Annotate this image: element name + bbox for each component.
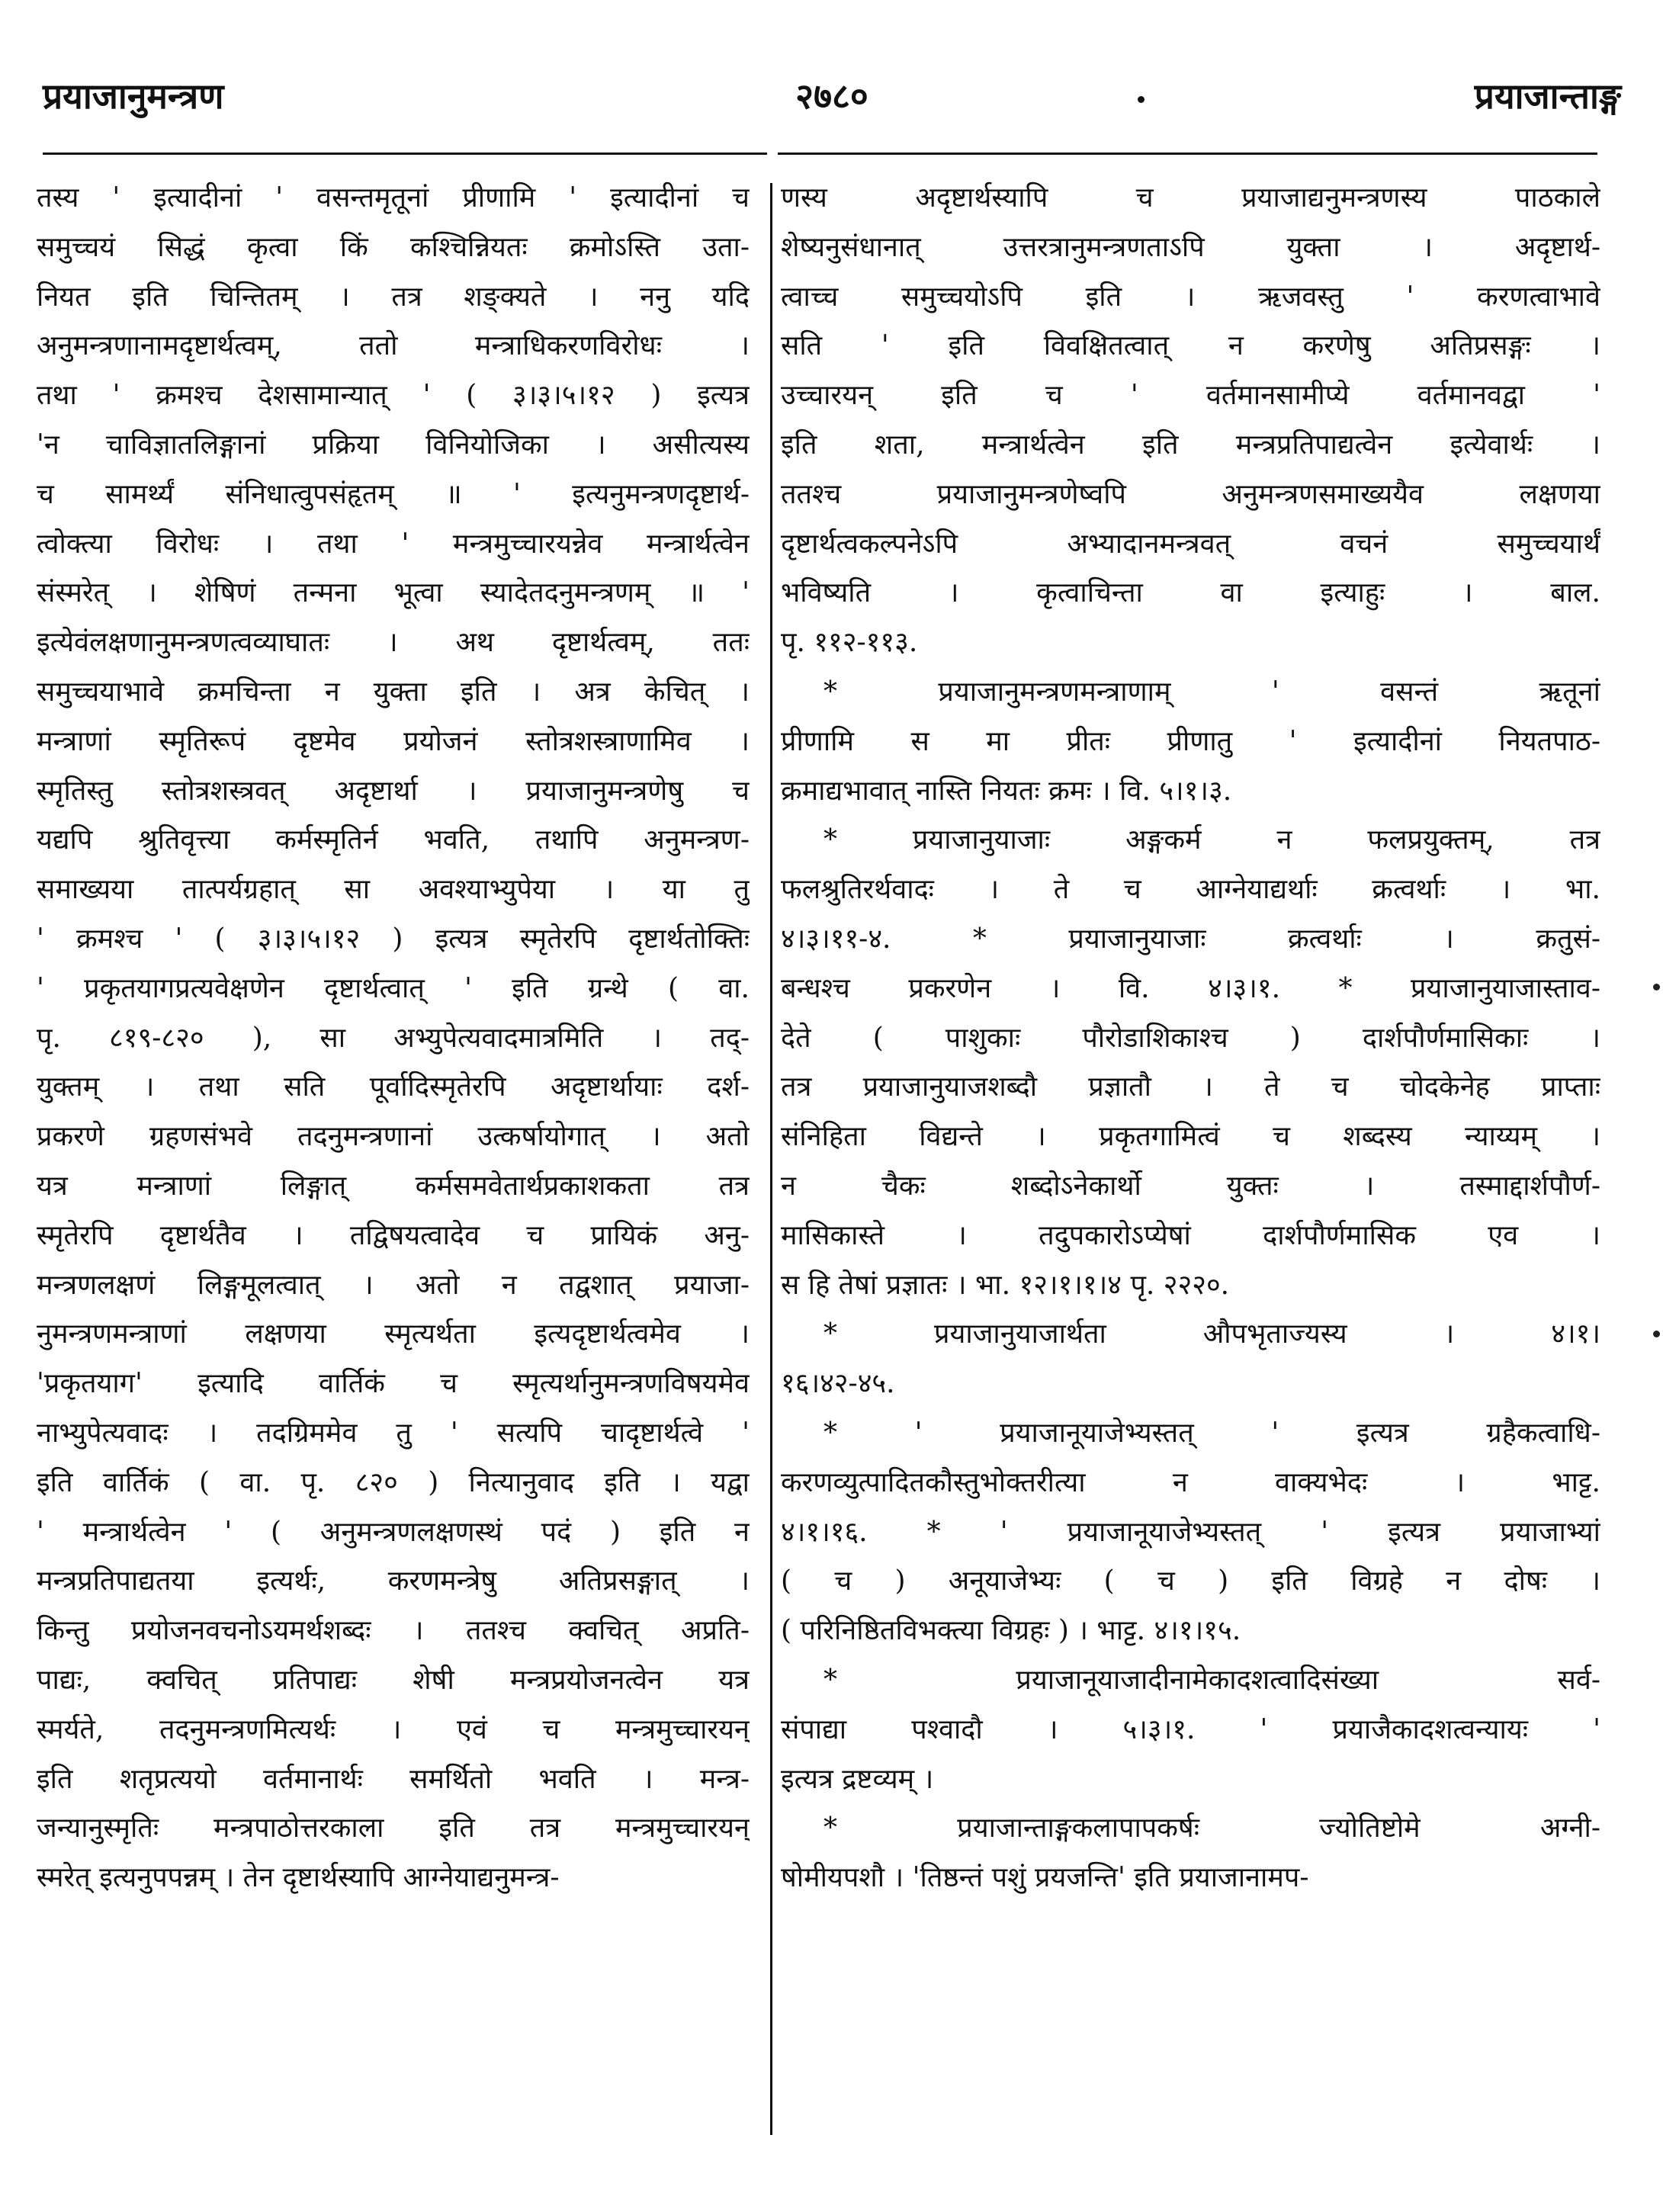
text-line: इति वार्तिकं ( वा. पृ. ८२० ) नित्यानुवाद इति । यद्वा <box>37 1466 750 1498</box>
text-line: नुमन्त्रणमन्त्राणां लक्षणया स्मृत्यर्थता इत्यदृष्टार्थत्वमेव । <box>37 1318 750 1350</box>
margin-mark <box>1653 1331 1660 1337</box>
text-line: * प्रयाजानुयाजार्थता औपभृताज्यस्य । ४।१। <box>823 1318 1600 1350</box>
text-line: यद्यपि श्रुतिवृत्त्या कर्मस्मृतिर्न भवति, तथापि अनुमन्त्रण- <box>37 824 750 856</box>
text-line: अनुमन्त्रणानामदृष्टार्थत्वम्, ततो मन्त्राधिकरणविरोधः । <box>37 330 750 362</box>
text-line: मासिकास्ते । तदुपकारोऽप्येषां दार्शपौर्णमासिक एव । <box>781 1219 1600 1251</box>
text-line: दृष्टार्थत्वकल्पनेऽपि अभ्यादानमन्त्रवत् वचनं समुच्चयार्थं <box>781 528 1600 560</box>
text-line: पाद्यः, क्वचित् प्रतिपाद्यः शेषी मन्त्रप्रयोजनत्वेन यत्र <box>37 1664 750 1696</box>
text-line: क्रमाद्यभावात् नास्ति नियतः क्रमः । वि. ५।१।३. <box>781 775 1232 807</box>
text-line: * प्रयाजान्ताङ्गकलापापकर्षः ज्योतिष्टोमे अग्नी- <box>823 1812 1600 1844</box>
text-line: बन्धश्च प्रकरणेन । वि. ४।३।१. * प्रयाजानुयाजास्ताव- <box>781 972 1600 1004</box>
text-line: * प्रयाजानुमन्त्रणमन्त्राणाम् ' वसन्तं ऋतूनां <box>823 676 1600 708</box>
text-line: करणव्युत्पादितकौस्तुभोक्तरीत्या न वाक्यभेदः । भाट्ट. <box>781 1466 1600 1498</box>
text-line: * ' प्रयाजानूयाजेभ्यस्तत् ' इत्यत्र ग्रहैकत्वाधि- <box>823 1417 1600 1449</box>
text-line: भविष्यति । कृत्वाचिन्ता वा इत्याहुः । बाल. <box>781 577 1600 609</box>
text-line: इति शता, मन्त्रार्थत्वेन इति मन्त्रप्रतिपाद्यत्वेन इत्येवार्थः । <box>781 429 1600 461</box>
right-column <box>781 174 1600 2172</box>
text-line: प्रीणामि स मा प्रीतः प्रीणातु ' इत्यादीनां नियतपाठ- <box>781 725 1600 757</box>
text-line: युक्तम् । तथा सति पूर्वादिस्मृतेरपि अदृष्टार्थायाः दर्श- <box>37 1071 750 1103</box>
page-header <box>43 73 1621 142</box>
text-line: इत्यत्र द्रष्टव्यम् । <box>781 1763 934 1795</box>
text-line: स्मृतेरपि दृष्टार्थतैव । तद्विषयत्वादेव च प्रायिकं अनु- <box>37 1219 750 1251</box>
text-line: समुच्चयाभावे क्रमचिन्ता न युक्ता इति । अत्र केचित् । <box>37 676 750 708</box>
text-line: नाभ्युपेत्यवादः । तदग्रिममेव तु ' सत्यपि चादृष्टार्थत्वे ' <box>37 1417 750 1449</box>
text-line: स्मृतिस्तु स्तोत्रशस्त्रवत् अदृष्टार्था । प्रयाजानुमन्त्रणेषु च <box>37 775 750 807</box>
text-line: देते ( पाशुकाः पौरोडाशिकाश्च ) दार्शपौर्णमासिकाः । <box>781 1022 1600 1054</box>
text-line: 'न चाविज्ञातलिङ्गानां प्रक्रिया विनियोजिका । असीत्यस्य <box>37 429 750 461</box>
text-line: संपाद्या पश्वादौ । ५।३।१. ' प्रयाजैकादशत्वन्यायः ' <box>781 1713 1600 1745</box>
text-line: षोमीयपशौ । 'तिष्ठन्तं पशुं प्रयजन्ति' इति प्रयाजानामप- <box>781 1862 1309 1894</box>
text-line: मन्त्रणलक्षणं लिङ्गमूलत्वात् । अतो न तद्वशात् प्रयाजा- <box>37 1269 750 1301</box>
text-line: उच्चारयन् इति च ' वर्तमानसामीप्ये वर्तमानवद्वा ' <box>781 380 1600 412</box>
text-line: संस्मरेत् । शेषिणं तन्मना भूत्वा स्यादेतदनुमन्त्रणम् ॥ ' <box>37 577 750 609</box>
text-line: ४।१।१६. * ' प्रयाजानूयाजेभ्यस्तत् ' इत्यत्र प्रयाजाभ्यां <box>781 1516 1600 1548</box>
text-line: समाख्यया तात्पर्यग्रहात् सा अवश्याभ्युपेया । या तु <box>37 874 750 906</box>
text-line: इत्येवंलक्षणानुमन्त्रणत्वव्याघातः । अथ दृष्टार्थत्वम्, ततः <box>37 627 750 659</box>
text-line: ' क्रमश्च ' ( ३।३।५।१२ ) इत्यत्र स्मृतेरपि दृष्टार्थतोक्तिः <box>37 923 750 955</box>
text-line: संनिहिता विद्यन्ते । प्रकृतगामित्वं च शब्दस्य न्याय्यम् । <box>781 1121 1600 1153</box>
text-line: जन्यानुस्मृतिः मन्त्रपाठोत्तरकाला इति तत्र मन्त्रमुच्चारयन् <box>37 1812 750 1844</box>
text-line: मन्त्राणां स्मृतिरूपं दृष्टमेव प्रयोजनं स्तोत्रशस्त्राणामिव । <box>37 725 750 757</box>
text-line: पृ. ११२-११३. <box>781 627 918 659</box>
text-line: स्मर्यते, तदनुमन्त्रणमित्यर्थः । एवं च मन्त्रमुच्चारयन् <box>37 1713 750 1745</box>
text-line: ( परिनिष्ठितविभक्त्या विग्रहः ) । भाट्ट. ४।१।१५. <box>781 1615 1241 1647</box>
text-line: ' प्रकृतयागप्रत्यवेक्षणेन दृष्टार्थत्वात् ' इति ग्रन्थे ( वा. <box>37 972 750 1004</box>
text-line: पृ. ८१९-८२० ), सा अभ्युपेत्यवादमात्रमिति । तद्- <box>37 1022 750 1054</box>
text-line: ततश्च प्रयाजानुमन्त्रणेष्वपि अनुमन्त्रणसमाख्ययैव लक्षणया <box>781 478 1600 510</box>
text-line: न चैकः शब्दोऽनेकार्थो युक्तः । तस्माद्दार्शपौर्ण- <box>781 1170 1600 1202</box>
text-line: १६।४२-४५. <box>781 1368 895 1400</box>
text-line: किन्तु प्रयोजनवचनोऽयमर्थशब्दः । ततश्च क्वचित् अप्रति- <box>37 1615 750 1647</box>
text-line: * प्रयाजानूयाजादीनामेकादशत्वादिसंख्या सर्व- <box>823 1664 1600 1696</box>
left-column <box>37 174 750 2172</box>
header-dot <box>1138 96 1145 103</box>
text-line: ' मन्त्रार्थत्वेन ' ( अनुमन्त्रणलक्षणस्थं पदं ) इति न <box>37 1516 750 1548</box>
text-line: ४।३।११-४. * प्रयाजानुयाजाः क्रत्वर्थाः । क्रतुसं- <box>781 923 1600 955</box>
text-line: त्वोक्त्या विरोधः । तथा ' मन्त्रमुच्चारयन्नेव मन्त्रार्थत्वेन <box>37 528 750 560</box>
running-head-right: प्रयाजान्ताङ्ग <box>1474 75 1621 117</box>
page-number: २७८० <box>795 75 868 117</box>
text-line: ( च ) अनूयाजेभ्यः ( च ) इति विग्रहे न दोषः । <box>781 1565 1600 1597</box>
text-line: त्वाच्च समुच्चयोऽपि इति । ऋजवस्तु ' करणत्वाभावे <box>781 281 1600 313</box>
text-line: यत्र मन्त्राणां लिङ्गात् कर्मसमवेतार्थप्रकाशकता तत्र <box>37 1170 750 1202</box>
text-line: 'प्रकृतयाग' इत्यादि वार्तिकं च स्मृत्यर्थानुमन्त्रणविषयमेव <box>37 1368 750 1400</box>
margin-mark <box>1653 984 1660 990</box>
text-line: च सामर्थ्यं संनिधात्वुपसंहृतम् ॥ ' इत्यनुमन्त्रणदृष्टार्थ- <box>37 478 750 510</box>
text-line: शेष्यनुसंधानात् उत्तरत्रानुमन्त्रणताऽपि युक्ता । अदृष्टार्थ- <box>781 231 1600 263</box>
text-line: सति ' इति विवक्षितत्वात् न करणेषु अतिप्रसङ्गः । <box>781 330 1600 362</box>
header-rule-left <box>43 152 767 155</box>
text-line: समुच्चयं सिद्धं कृत्वा किं कश्चिन्नियतः क्रमोऽस्ति उता- <box>37 231 750 263</box>
running-head-left: प्रयाजानुमन्त्रण <box>43 75 224 117</box>
text-line: णस्य अदृष्टार्थस्यापि च प्रयाजाद्यनुमन्त्रणस्य पाठकाले <box>781 182 1600 213</box>
text-line: तत्र प्रयाजानुयाजशब्दौ प्रज्ञातौ । ते च चोदकेनेह प्राप्ताः <box>781 1071 1600 1103</box>
text-line: नियत इति चिन्तितम् । तत्र शङ्क्यते । ननु यदि <box>37 281 750 313</box>
text-line: तथा ' क्रमश्च देशसामान्यात् ' ( ३।३।५।१२ ) इत्यत्र <box>37 380 750 412</box>
header-rule-right <box>778 152 1597 155</box>
column-divider <box>770 183 772 2135</box>
text-line: इति शतृप्रत्ययो वर्तमानार्थः समर्थितो भवति । मन्त्र- <box>37 1763 750 1795</box>
text-line: * प्रयाजानुयाजाः अङ्गकर्म न फलप्रयुक्तम्, तत्र <box>823 824 1600 856</box>
text-line: स हि तेषां प्रज्ञातः । भा. १२।१।१।४ पृ. २२२०. <box>781 1269 1230 1301</box>
text-line: तस्य ' इत्यादीनां ' वसन्तमृतूनां प्रीणामि ' इत्यादीनां च <box>37 182 750 213</box>
text-line: फलश्रुतिरर्थवादः । ते च आग्नेयाद्यर्थाः क्रत्वर्थाः । भा. <box>781 874 1600 906</box>
text-line: स्मरेत् इत्यनुपपन्नम् । तेन दृष्टार्थस्यापि आग्नेयाद्यनुमन्त्र- <box>37 1862 560 1894</box>
text-line: प्रकरणे ग्रहणसंभवे तदनुमन्त्रणानां उत्कर्षायोगात् । अतो <box>37 1121 750 1153</box>
text-line: मन्त्रप्रतिपाद्यतया इत्यर्थः, करणमन्त्रेषु अतिप्रसङ्गात् । <box>37 1565 750 1597</box>
